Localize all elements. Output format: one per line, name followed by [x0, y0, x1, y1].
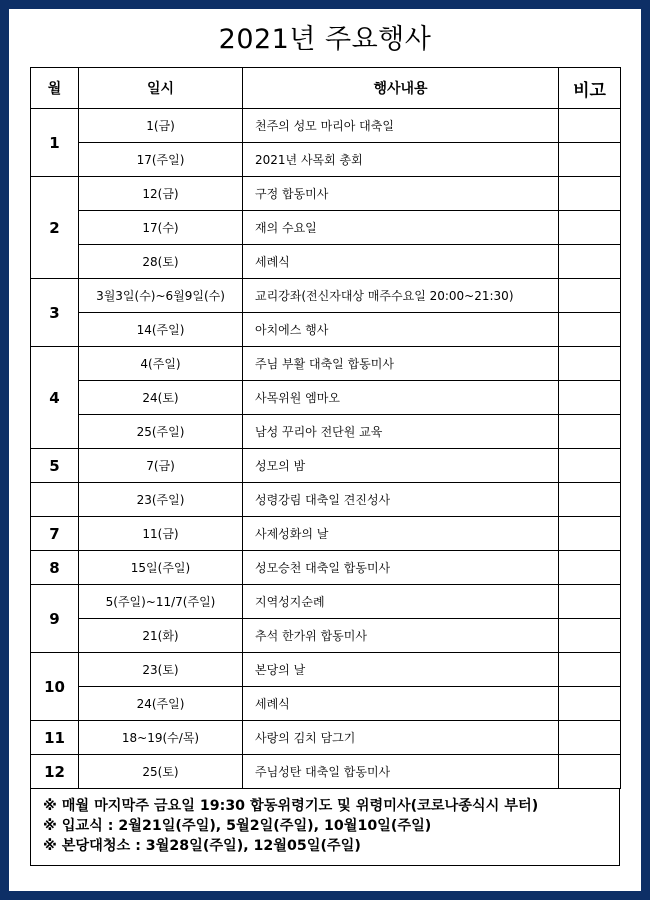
footnotes: [30, 789, 620, 866]
table-row: [31, 551, 621, 585]
table-row: [31, 721, 621, 755]
events-table: [30, 67, 621, 789]
note-cell: [559, 143, 621, 177]
event-cell: 2021년 사목회 총회: [243, 143, 559, 177]
header-event: 행사내용: [243, 68, 559, 109]
month-cell: 5: [31, 449, 79, 483]
month-cell: 8: [31, 551, 79, 585]
date-cell: 1(금): [79, 109, 243, 143]
date-cell: 14(주일): [79, 313, 243, 347]
table-row: [31, 687, 621, 721]
header-month: 월: [31, 68, 79, 109]
date-cell: 7(금): [79, 449, 243, 483]
note-cell: [559, 211, 621, 245]
date-cell: 5(주일)~11/7(주일): [79, 585, 243, 619]
note-cell: [559, 347, 621, 381]
date-cell: 17(수): [79, 211, 243, 245]
table-row: [31, 279, 621, 313]
page-title: 2021년 주요행사: [218, 24, 432, 55]
date-cell: 24(주일): [79, 687, 243, 721]
month-cell: 2: [31, 177, 79, 279]
date-cell: 23(주일): [79, 483, 243, 517]
table-row: [31, 381, 621, 415]
table-row: [31, 211, 621, 245]
month-cell: 3: [31, 279, 79, 347]
event-cell: 성모의 밤: [243, 449, 559, 483]
table-row: [31, 585, 621, 619]
table-row: [31, 347, 621, 381]
note-cell: [559, 483, 621, 517]
event-cell: 지역성지순례: [243, 585, 559, 619]
table-row: [31, 449, 621, 483]
month-cell: 11: [31, 721, 79, 755]
header-date: 일시: [79, 68, 243, 109]
note-cell: [559, 517, 621, 551]
month-cell: 9: [31, 585, 79, 653]
note-cell: [559, 585, 621, 619]
month-cell: 4: [31, 347, 79, 449]
event-cell: 남성 꾸리아 전단원 교육: [243, 415, 559, 449]
event-cell: 세례식: [243, 245, 559, 279]
month-cell: 1: [31, 109, 79, 177]
date-cell: 28(토): [79, 245, 243, 279]
date-cell: 17(주일): [79, 143, 243, 177]
note-cell: [559, 755, 621, 789]
note-cell: [559, 381, 621, 415]
month-cell: 10: [31, 653, 79, 721]
event-cell: 아치에스 행사: [243, 313, 559, 347]
footnote-monthly-mass: ※ 매월 마지막주 금요일 19:30 합동위령기도 및 위령미사(코로나종식시 부터): [43, 798, 539, 814]
note-cell: [559, 313, 621, 347]
date-cell: 23(토): [79, 653, 243, 687]
event-cell: 사제성화의 날: [243, 517, 559, 551]
note-cell: [559, 551, 621, 585]
table-row: [31, 313, 621, 347]
date-cell: 25(주일): [79, 415, 243, 449]
date-cell: 25(토): [79, 755, 243, 789]
schedule-sheet: [9, 9, 641, 891]
table-row: [31, 517, 621, 551]
table-row: [31, 109, 621, 143]
event-cell: 구정 합동미사: [243, 177, 559, 211]
footnote-initiation: ※ 입교식 : 2월21일(주일), 5월2일(주일), 10월10일(주일): [43, 818, 432, 834]
footnote-cleaning: ※ 본당대청소 : 3월28일(주일), 12월05일(주일): [43, 838, 361, 854]
date-cell: 3월3일(수)~6월9일(수): [79, 279, 243, 313]
event-cell: 세례식: [243, 687, 559, 721]
date-cell: 11(금): [79, 517, 243, 551]
note-cell: [559, 653, 621, 687]
event-cell: 주님성탄 대축일 합동미사: [243, 755, 559, 789]
date-cell: 4(주일): [79, 347, 243, 381]
month-cell: 7: [31, 517, 79, 551]
month-cell: [31, 483, 79, 517]
table-row: [31, 177, 621, 211]
table-row: [31, 755, 621, 789]
table-body: [31, 109, 621, 789]
table-row: [31, 245, 621, 279]
event-cell: 천주의 성모 마리아 대축일: [243, 109, 559, 143]
table-header-row: [31, 68, 621, 109]
date-cell: 12(금): [79, 177, 243, 211]
event-cell: 성모승천 대축일 합동미사: [243, 551, 559, 585]
table-row: [31, 619, 621, 653]
table-row: [31, 143, 621, 177]
month-cell: 12: [31, 755, 79, 789]
table-row: [31, 653, 621, 687]
note-cell: [559, 619, 621, 653]
note-cell: [559, 449, 621, 483]
event-cell: 추석 한가위 합동미사: [243, 619, 559, 653]
event-cell: 본당의 날: [243, 653, 559, 687]
event-cell: 성령강림 대축일 견진성사: [243, 483, 559, 517]
event-cell: 교리강좌(전신자대상 매주수요일 20:00~21:30): [243, 279, 559, 313]
note-cell: [559, 279, 621, 313]
note-cell: [559, 687, 621, 721]
note-cell: [559, 177, 621, 211]
date-cell: 21(화): [79, 619, 243, 653]
event-cell: 사랑의 김치 담그기: [243, 721, 559, 755]
table-row: [31, 483, 621, 517]
date-cell: 18~19(수/목): [79, 721, 243, 755]
note-cell: [559, 415, 621, 449]
note-cell: [559, 109, 621, 143]
note-cell: [559, 721, 621, 755]
date-cell: 24(토): [79, 381, 243, 415]
date-cell: 15일(주일): [79, 551, 243, 585]
event-cell: 재의 수요일: [243, 211, 559, 245]
event-cell: 사목위원 엠마오: [243, 381, 559, 415]
note-cell: [559, 245, 621, 279]
table-row: [31, 415, 621, 449]
header-note: 비고: [559, 68, 621, 109]
event-cell: 주님 부활 대축일 합동미사: [243, 347, 559, 381]
